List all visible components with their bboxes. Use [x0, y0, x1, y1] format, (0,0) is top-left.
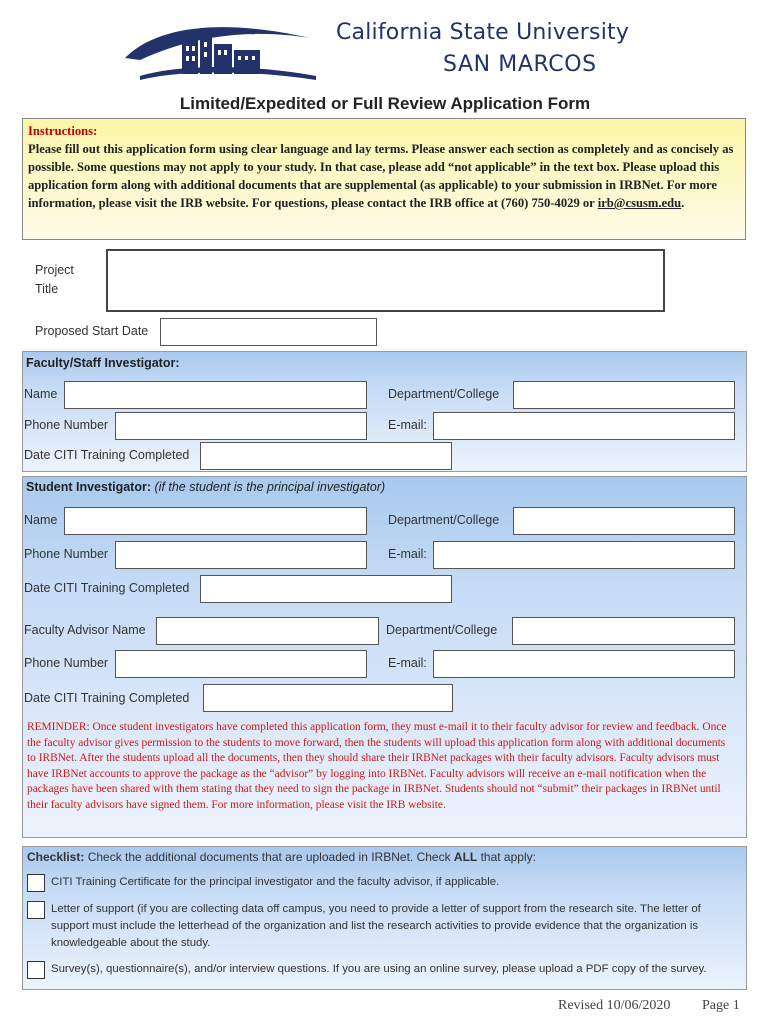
instructions-heading: Instructions: — [28, 124, 98, 138]
student-phone-input[interactable] — [115, 541, 367, 569]
student-reminder: REMINDER: Once student investigators have completed this application form, they must e-mail it to their faculty advisor for review and feedback. Once the faculty advisor gives permission to the students to move forward, then the students will upload this application form along with additional documents to IRBNet. After the students upload all the documents, then they should share their IRBNet packages with their faculty advisors. Faculty advisors must have IRBNet accounts to approve the package as the “advisor” by logging into IRBNet. Faculty advisors will receive an e-mail notification when the packages have been shared with them stating that they need to sign the package in IRBNet. Students should not “submit” their packages in IRBNet until their faculty advisors have signed them. For more information, please visit the IRB website. — [27, 721, 727, 811]
project-title-label-1: Project — [35, 263, 74, 277]
student-citi-label: Date CITI Training Completed — [24, 581, 190, 595]
faculty-dept-label: Department/College — [388, 387, 500, 401]
advisor-phone-label: Phone Number — [24, 656, 109, 670]
project-title-input[interactable] — [106, 249, 665, 312]
advisor-email-input[interactable] — [433, 650, 735, 678]
faculty-dept-input[interactable] — [513, 381, 735, 409]
advisor-email-label: E-mail: — [388, 656, 427, 670]
revised-date: Revised 10/06/2020 — [558, 998, 671, 1013]
advisor-phone-input[interactable] — [115, 650, 367, 678]
faculty-panel-title: Faculty/Staff Investigator: — [26, 356, 180, 370]
page-number: Page 1 — [702, 998, 740, 1013]
checklist-item-citi: CITI Training Certificate for the principal investigator and the faculty advisor, if applicable. — [51, 876, 500, 888]
instructions-box — [22, 118, 746, 240]
advisor-dept-label: Department/College — [386, 623, 498, 637]
advisor-name-label: Faculty Advisor Name — [24, 623, 146, 637]
advisor-citi-label: Date CITI Training Completed — [24, 691, 190, 705]
student-phone-label: Phone Number — [24, 547, 109, 561]
advisor-dept-input[interactable] — [512, 617, 735, 645]
campus-name: SAN MARCOS — [443, 52, 597, 77]
project-title-label-2: Title — [35, 282, 59, 296]
checklist-item-survey: Survey(s), questionnaire(s), and/or interview questions. If you are using an online survey, please upload a PDF copy of the survey. — [51, 963, 707, 975]
checklist-checkbox-survey[interactable] — [27, 961, 45, 979]
student-dept-label: Department/College — [388, 513, 500, 527]
student-dept-input[interactable] — [513, 507, 735, 535]
checklist-intro — [27, 850, 536, 864]
irb-email-link[interactable]: irb@csusm.edu — [597, 196, 682, 210]
checklist-intro-pre: Check the additional documents that are uploaded in IRBNet. Check — [87, 850, 454, 864]
student-name-input[interactable] — [64, 507, 367, 535]
checklist-title: Checklist: — [27, 850, 85, 864]
student-email-input[interactable] — [433, 541, 735, 569]
form-title: Limited/Expedited or Full Review Application Form — [179, 94, 591, 113]
checklist-intro-bold: ALL — [453, 850, 478, 864]
instructions-end: . — [681, 196, 685, 210]
advisor-citi-input[interactable] — [203, 684, 453, 712]
student-email-label: E-mail: — [388, 547, 427, 561]
faculty-email-input[interactable] — [433, 412, 735, 440]
checklist-checkbox-letter[interactable] — [27, 901, 45, 919]
student-panel-title-note: (if the student is the principal investigator) — [154, 480, 386, 494]
student-citi-input[interactable] — [200, 575, 452, 603]
checklist-checkbox-citi[interactable] — [27, 874, 45, 892]
university-name: California State University — [336, 20, 630, 45]
faculty-name-label: Name — [24, 387, 58, 401]
student-panel-title-text: Student Investigator: — [26, 480, 152, 494]
checklist-item-letter: Letter of support (if you are collecting data off campus, you need to provide a letter of support from the research site. The letter of support must include the letterhead of the organization and list the research activities to provide evidence that the organization is knowledgeable about the study. — [51, 903, 701, 949]
faculty-phone-label: Phone Number — [24, 418, 109, 432]
faculty-citi-label: Date CITI Training Completed — [24, 448, 190, 462]
faculty-email-label: E-mail: — [388, 418, 427, 432]
start-date-label: Proposed Start Date — [35, 324, 149, 338]
instructions-body: Please fill out this application form using clear language and lay terms. Please answer each section as completely and as concisely as possible. Some questions may not apply to your study. In that case, please add “not applicable” in the text box. Please upload this application form along with additional documents that are supplemental (as applicable) to your submission in IRBNet. For more information, please visit the IRB website. For questions, please contact the IRB office at (760) 750-4029 or — [28, 142, 734, 210]
student-name-label: Name — [24, 513, 58, 527]
faculty-citi-input[interactable] — [200, 442, 452, 470]
faculty-phone-input[interactable] — [115, 412, 367, 440]
student-panel-title — [26, 480, 385, 494]
advisor-name-input[interactable] — [156, 617, 379, 645]
start-date-input[interactable] — [160, 318, 377, 346]
university-logo — [120, 18, 320, 84]
checklist-intro-post: that apply: — [477, 850, 536, 864]
faculty-name-input[interactable] — [64, 381, 367, 409]
